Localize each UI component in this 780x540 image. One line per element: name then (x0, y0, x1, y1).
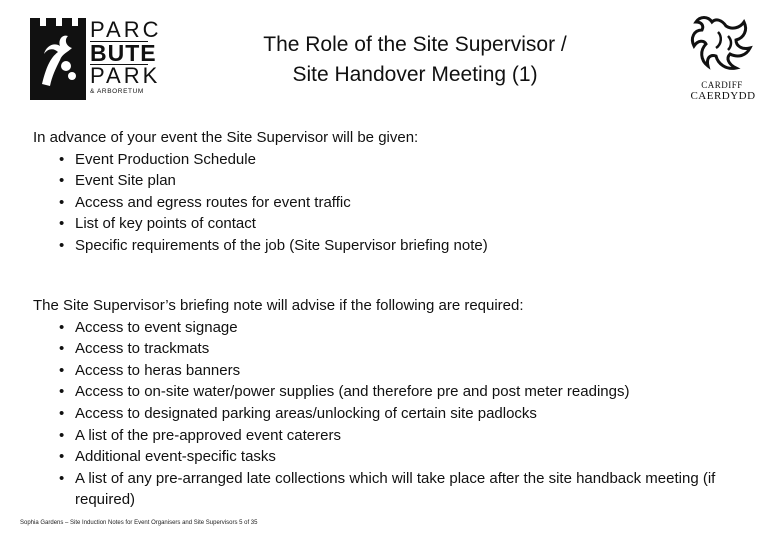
park-wordmark (90, 17, 162, 95)
briefing-note-section (33, 295, 723, 511)
list-item: • A list of any pre-arranged late collections which will take place after the site handback meeting (if required) (59, 469, 716, 509)
caerdydd-label: CAERDYDD (690, 90, 756, 102)
dragon-icon (682, 14, 762, 78)
slide-title (200, 30, 630, 90)
section-2-intro: The Site Supervisor’s briefing note will advise if the following are required: (33, 297, 524, 314)
section-1-intro: In advance of your event the Site Supervisor will be given: (33, 129, 419, 146)
list-item: • Event Site plan (59, 172, 176, 190)
section-2-list (33, 317, 723, 511)
list-item: • Specific requirements of the job (Site Supervisor briefing note) (59, 236, 488, 254)
parc-bute-park-logo (28, 18, 168, 104)
list-item: • Access to on-site water/power supplies (and therefore pre and post meter readings) (59, 383, 630, 401)
advance-info-section (33, 127, 753, 257)
list-item: • Access and egress routes for event traffic (59, 193, 351, 211)
section-1-list (33, 149, 753, 257)
cardiff-label: CARDIFF (701, 80, 743, 90)
castle-tower-icon (28, 18, 86, 100)
list-item: • Access to event signage (59, 318, 238, 336)
list-item: • Access to trackmats (59, 340, 210, 358)
logo-word-2: BUTE (90, 40, 157, 66)
cardiff-logo (682, 14, 762, 100)
list-item: • Access to heras banners (59, 361, 241, 379)
logo-word-1: PARC (90, 17, 162, 42)
page-footer: Sophia Gardens – Site Induction Notes for Event Organisers and Site Supervisors 5 of 35 (20, 520, 258, 526)
list-item: • Event Production Schedule (59, 150, 256, 168)
list-item: • Additional event-specific tasks (59, 448, 276, 466)
logo-subtitle: & ARBORETUM (90, 88, 144, 95)
list-item: • List of key points of contact (59, 215, 256, 233)
title-line-2: Site Handover Meeting (1) (292, 63, 538, 86)
list-item: • Access to designated parking areas/unlocking of certain site padlocks (59, 404, 537, 422)
title-line-1: The Role of the Site Supervisor / (263, 33, 567, 56)
list-item: • A list of the pre-approved event caterers (59, 426, 341, 444)
logo-word-3: PARK (90, 63, 161, 88)
